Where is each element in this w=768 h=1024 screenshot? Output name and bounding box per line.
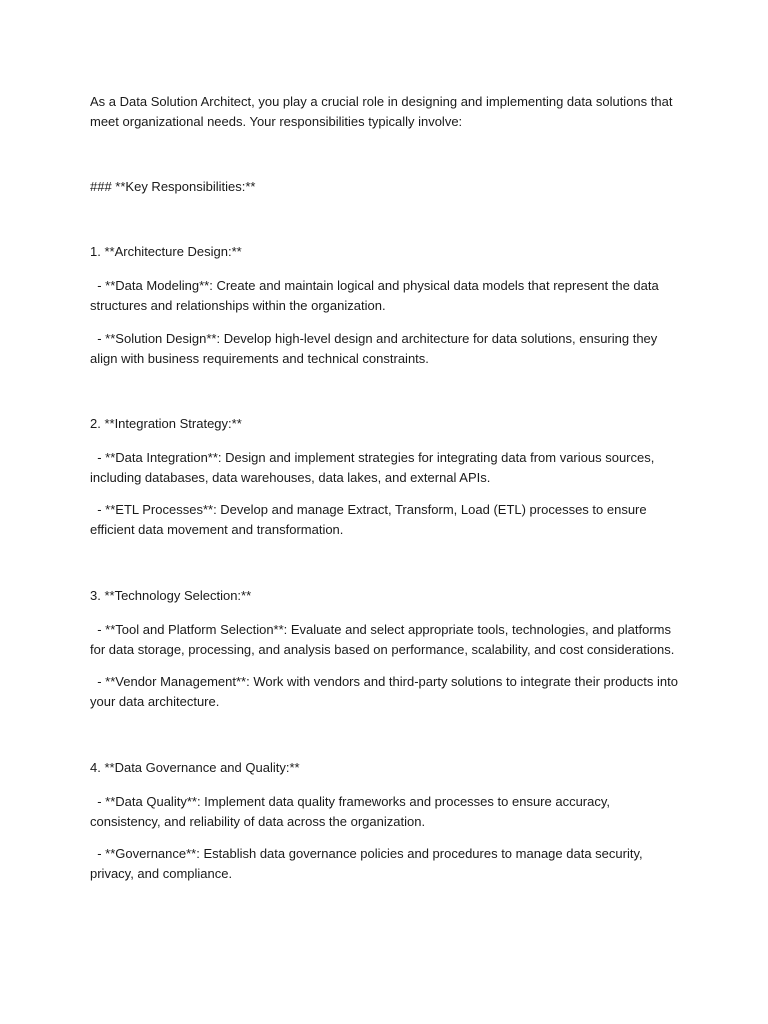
item-solution-design: - **Solution Design**: Develop high-level design and architecture for data solutions, ensuring they align with business requirements and technical constraints. xyxy=(90,331,661,366)
section-title-technology: 3. **Technology Selection:** xyxy=(90,588,252,603)
section-title-integration: 2. **Integration Strategy:** xyxy=(90,416,242,431)
item-data-integration: - **Data Integration**: Design and implement strategies for integrating data from various sources, including databases, data warehouses, data lakes, and external APIs. xyxy=(90,450,658,485)
item-governance: - **Governance**: Establish data governance policies and procedures to manage data security, privacy, and compliance. xyxy=(90,846,647,881)
item-vendor-management: - **Vendor Management**: Work with vendors and third-party solutions to integrate their products into your data architecture. xyxy=(90,674,682,709)
section-title-governance: 4. **Data Governance and Quality:** xyxy=(90,760,300,775)
intro-paragraph: As a Data Solution Architect, you play a crucial role in designing and implementing data solutions that meet organizational needs. Your responsibilities typically involve: xyxy=(90,94,677,129)
item-etl-processes: - **ETL Processes**: Develop and manage Extract, Transform, Load (ETL) processes to ensure efficient data movement and transformation. xyxy=(90,502,651,537)
section-title-architecture: 1. **Architecture Design:** xyxy=(90,244,242,259)
item-tool-platform-selection: - **Tool and Platform Selection**: Evaluate and select appropriate tools, technologies, and platforms for data storage, processing, and analysis based on performance, scalability, and cost considerations. xyxy=(90,622,675,657)
item-data-modeling: - **Data Modeling**: Create and maintain logical and physical data models that represent the data structures and relationships within the organization. xyxy=(90,278,663,313)
key-responsibilities-heading: ### **Key Responsibilities:** xyxy=(90,179,256,194)
item-data-quality: - **Data Quality**: Implement data quality frameworks and processes to ensure accuracy, consistency, and reliability of data across the organization. xyxy=(90,794,614,829)
